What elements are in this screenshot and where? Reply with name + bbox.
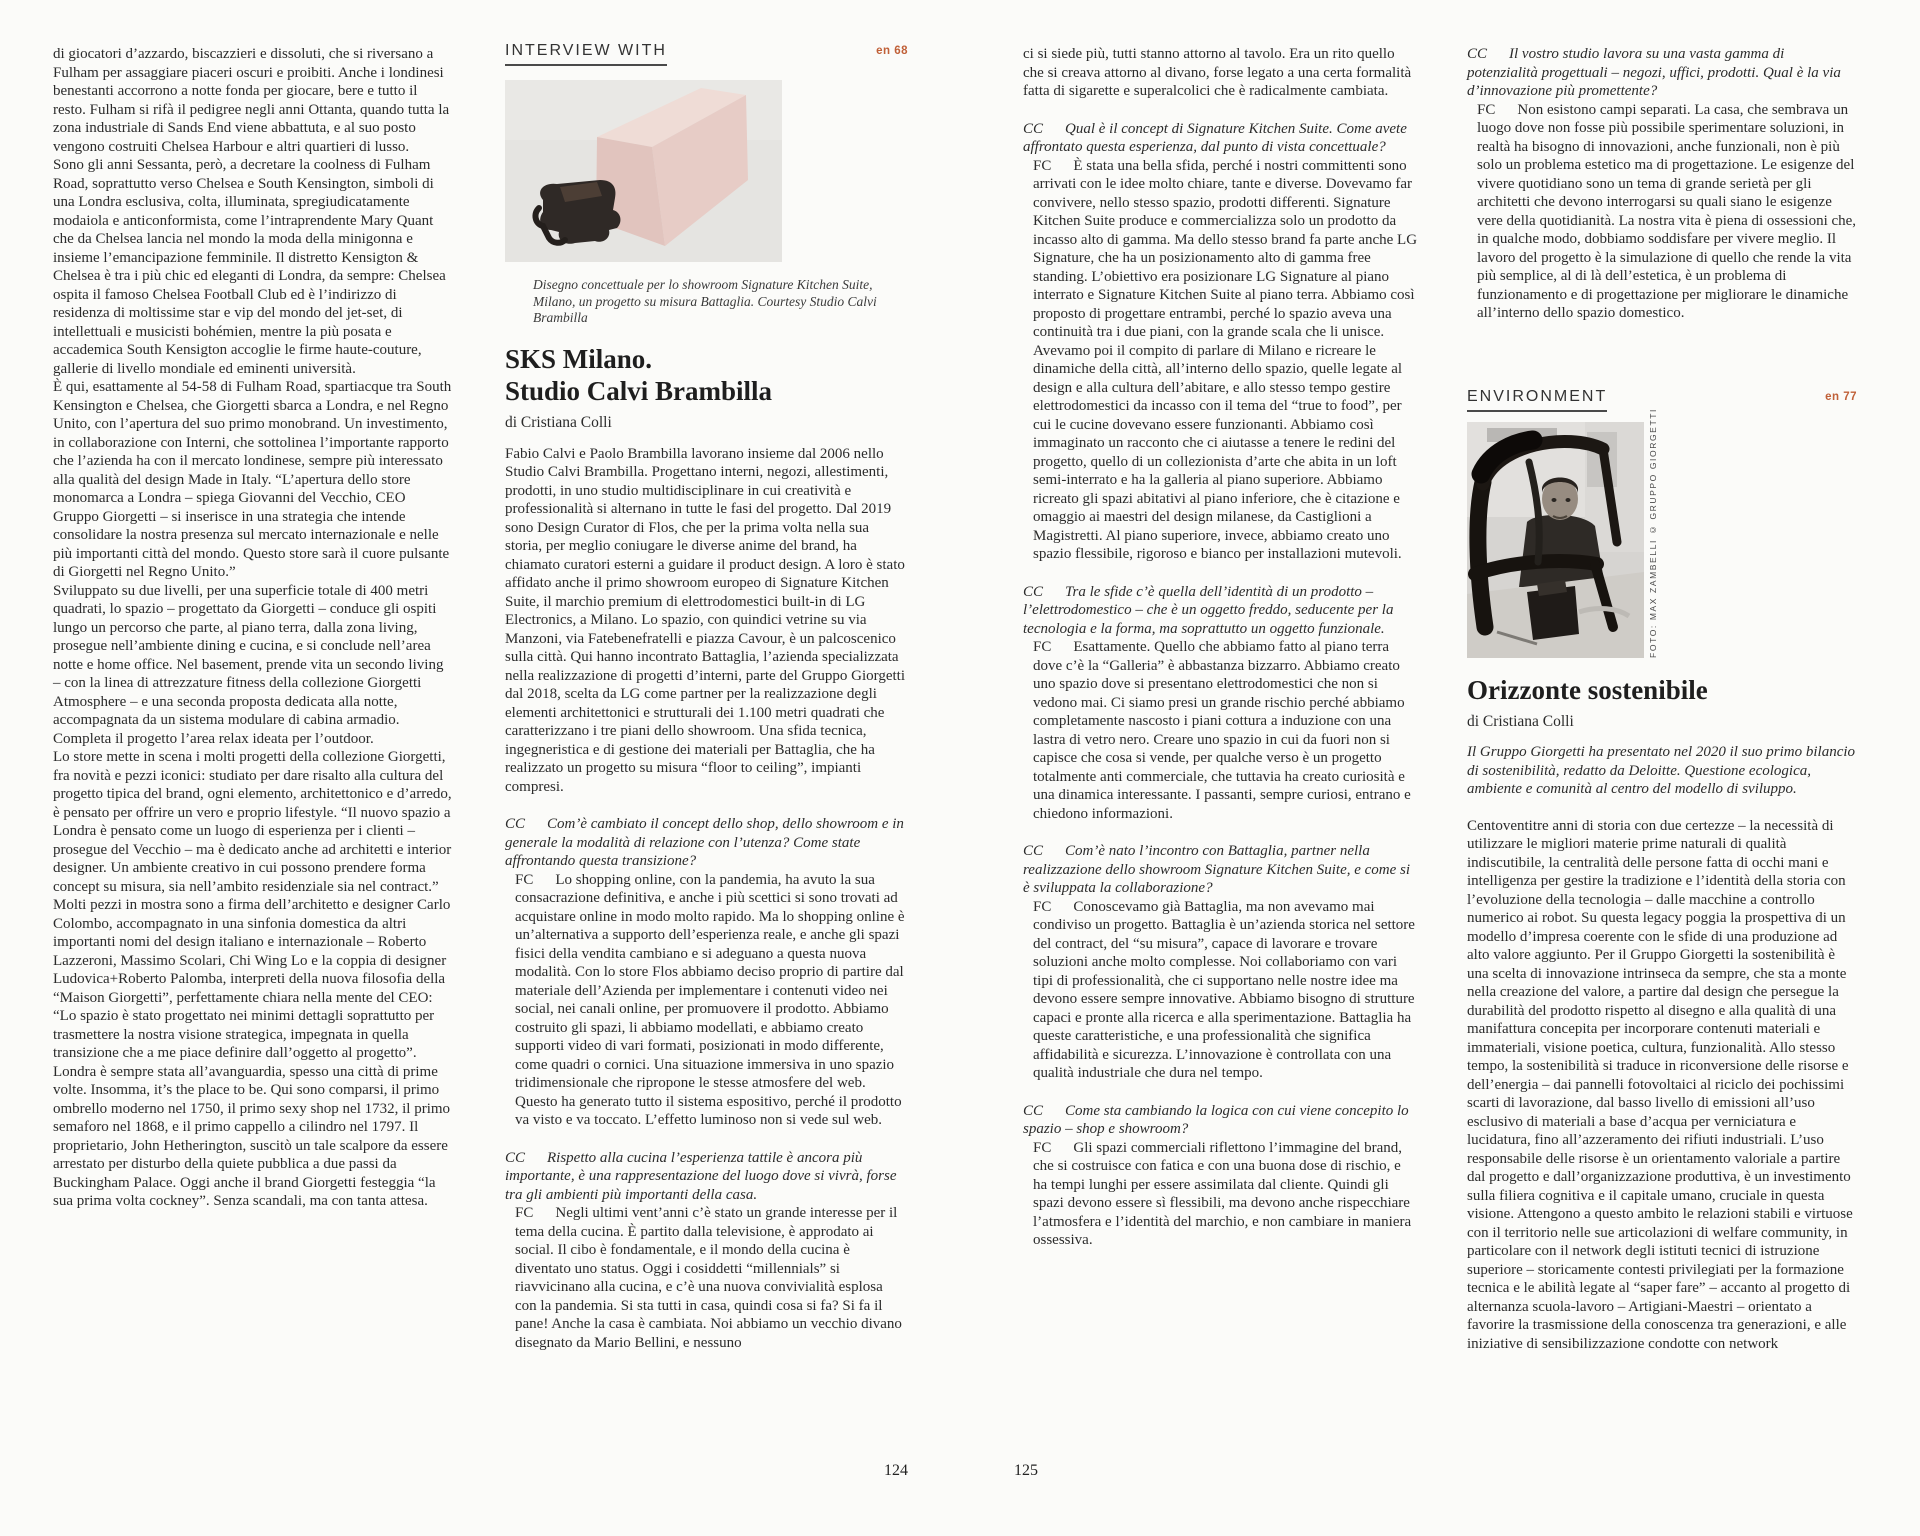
answer-label: FC [515,1205,534,1221]
question-text: Come sta cambiando la logica con cui viene concepito lo spazio – shop e showroom? [1023,1102,1409,1137]
paragraph: Lo store mette in scena i molti progetti della collezione Giorgetti, fra novità e pezzi iconici: studiato per dare risalto alla cultura del progetto tipica del brand, ogni elemento, architettonico e d’arredo, è pensato per offrire un vero e proprio lifestyle. “Il nuovo spazio a Londra è pensato come un luogo di esperienza per i clienti – prosegue del Vecchio – ma è dedicato anche ad architetti e interior designer. Un ambiente creativo in cui possono prendere forma concept su misura, sia nell’ambito residenziale sia nel contract.” [53,749,452,895]
answer-label: FC [1033,1139,1052,1156]
page-reference-badge: en 68 [876,45,908,57]
answer-label: FC [515,871,534,888]
interview-answer [1033,898,1418,1083]
answer-label: FC [1033,157,1052,174]
standfirst: Il Gruppo Giorgetti ha presentato nel 2020 il suo primo bilancio di sostenibilità, redatto da Deloitte. Questione ecologica, ambiente e comunità al centro del modello di sviluppo. [1467,744,1856,797]
section-label: ENVIRONMENT [1467,388,1607,412]
workshop-photo-figure [1467,408,1658,658]
answer-text: Esattamente. Quello che abbiamo fatto al piano terra dove c’è la “Galleria” è abbastanza bizzarro. Abbiamo creato uno spazio dove si presentano elettrodomestici che non si vedono mai. Ci siamo presi un grande rischio perché abbiamo completamente nascosto i piani cottura a induzione con una lastra di vetro nero. Creare uno spazio in cui da fuori non si capisce che cosa si vende, per qualche verso è un progetto totalmente anti commerciale, che tuttavia ha creato curiosità e una dinamica interessante. I passanti, sempre curiosi, entrano e chiedono informazioni. [1033,639,1411,822]
image-caption: Disegno concettuale per lo showroom Signature Kitchen Suite, Milano, un progetto su misura Battaglia. Courtesy Studio Calvi Brambilla [533,277,877,325]
interview-question [1023,120,1418,157]
interview-question [1023,583,1418,639]
question-label: CC [505,816,526,832]
column-3 [1023,45,1418,1250]
concept-render-graphic [505,80,782,262]
question-text: Qual è il concept di Signature Kitchen Suite. Come avete affrontato questa esperienza, dal punto di vista concettuale? [1023,120,1407,155]
paragraph: Molti pezzi in mostra sono a firma dell’architetto e designer Carlo Colombo, accompagnato in una sinfonia domestica da altri importanti nomi del design italiano e internazionale – Roberto Lazzeroni, Massimo Scolari, Chi Wing Lo e la coppia di designer Ludovica+Roberto Palomba, interpreti della nuova filosofia della “Maison Giorgetti”, perfettamente chiara nella mente del CEO: “Lo spazio è stato progettato nei minimi dettagli soprattutto per trasmettere la nostra visione strategica, impegnata in quella transizione che a me piace definire dall’oggetto al progetto”. [53,897,451,1061]
question-label: CC [505,1149,526,1166]
byline: di Cristiana Colli [505,413,612,431]
question-label: CC [1023,843,1044,859]
paragraph: Sono gli anni Sessanta, però, a decretare la coolness di Fulham Road, soprattutto verso Chelsea e South Kensington, simboli di una Londra esclusiva, colta, illuminata, spregiudicatamente modaiola e anticonformista, come l’intraprendente Mary Quant che da Chelsea lancia nel mondo la moda della minigonna e insieme l’emancipazione femminile. Il distretto Kensigton & Chelsea è tra i più chic ed eleganti di Londra, da sempre: Chelsea ospita il famoso Chelsea Football Club ed è l’indirizzo di residenza di moltissime star e vip del mondo del jet-set, di intellettuali e musicisti bohémien, mentre la più posata e accademica South Kensigton accoglie le firme haute-couture, gallerie di livello mondiale ed eminenti università. [53,157,446,377]
interview-question [505,1149,908,1205]
answer-text: Conoscevamo già Battaglia, ma non avevamo mai condiviso un progetto. Battaglia è un’azienda storica nel settore del contract, del “su misura”, capace di lavorare e trovare soluzioni anche molto complesse. Noi collaboriamo con vari tipi di professionalità, che ci supportano nelle nostre idee ma devono essere sempre innovative. Abbiamo bisogno di strutture capaci e pronte alla ricerca e alla sperimentazione. Battaglia ha queste caratteristiche, e una professionalità che significa affidabilità e sicurezza. L’innovazione è controllata con una qualità industriale che dura nel tempo. [1033,898,1415,1081]
photo-credit: FOTO: MAX ZAMBELLI © GRUPPO GIORGETTI [1648,408,1658,658]
answer-continuation: ci si siede più, tutti stanno attorno al tavolo. Era un rito quello che si creava attorno al divano, forse legato a una certa formalità fatta di sigarette e superalcolici che è radicalmente cambiata. [1023,46,1412,99]
answer-text: Non esistono campi separati. La casa, che sembrava un luogo dove non fosse più possibile sperimentare soluzioni, in realtà ha bisogno di innovazioni, anche funzionali, non è più solo un problema estetico ma di progettazione. Le esigenze del vivere quotidiano sono un tema di grande serietà per gli architetti che devono interrogarsi su quali siano le esigenze vere della quotidianità. La nostra vita è piena di ossessioni che, in qualche modo, dobbiamo soddisfare per vivere meglio. Il lavoro del progetto è la simulazione di quello che rende la vita più semplice, al di là dell’estetica, è un problema di funzionamento e di progettazione per migliorare le dinamiche all’interno dello spazio domestico. [1477,101,1857,321]
question-label: CC [1023,1102,1044,1119]
article-body: Centoventitre anni di storia con due certezze – la necessità di utilizzare le migliori materie prime naturali di qualità indiscutibile, la centralità delle persone fatta di occhi mani e intelligenza per gestire la tradizione e l’identità della storia con l’evoluzione della tecnologia – dalle macchine a controllo numerico ai robot. Su questa legacy poggia la prospettiva di un modello d’impresa coerente con le sfide di una produzione ad alto valore aggiunto. Per il Gruppo Giorgetti la sostenibilità è una scelta di innovazione intrinseca da sempre, che sta a monte nella creazione del valore, a partire dal design che persegue la durabilità del prodotto rispetto al disegno e alla qualità di una manifattura concepita per incorporare contenuti materiali e immateriali, visione poetica, cultura, funzionalità. Allo stesso tempo, la sostenibilità si traduce in riconversione delle risorse e dell’energia – dai pannelli fotovoltaici al riciclo dei pochissimi scarti di lavorazione, dal basso livello di emissioni all’uso esclusivo di materiali a base d’acqua per verniciatura e lucidatura, fino all’azzeramento dei rifiuti industriali. L’uso responsabile delle risorse è un orientamento valoriale a partire dal progetto e dall’organizzazione produttiva, è un investimento sulla filiera cognitiva e il capitale umano, cruciale in questa visione. Attengono a questo ambito le relazioni stabili e virtuose con il territorio nelle sue articolazioni di welfare community, in particolare con il network degli istituti tecnici di istruzione superiore – storicamente contesti privilegiati per la formazione tecnica e le abilità legate al “saper fare” – accanto al progetto di alternanza scuola-lavoro – Artigiani-Maestri – orientato a favorire la trasmissione della conoscenza tra generazioni, e alle iniziative di sensibilizzazione condotte con network [1467,817,1853,1352]
page-number-right: 125 [1014,1462,1038,1479]
answer-label: FC [1477,101,1496,118]
column-2 [505,42,908,1352]
interview-answer [1033,157,1418,564]
answer-label: FC [1033,639,1052,655]
interview-question [1023,842,1418,898]
page-reference-badge: en 77 [1825,391,1857,403]
interview-question [1467,45,1857,101]
byline: di Cristiana Colli [1467,713,1574,730]
article-title-line2: Studio Calvi Brambilla [505,375,773,406]
article-title: Orizzonte sostenibile [1467,675,1708,705]
answer-text: Lo shopping online, con la pandemia, ha avuto la sua consacrazione definitiva, e anche i più scettici si sono trovati ad acquistare online in modo molto rapido. Ma lo shopping online è un’alternativa a supporto dell’esperienza reale, e anche gli spazi fisici della vendita cambiano e si adeguano a questa nuova modalità. Con lo store Flos abbiamo deciso proprio di partire dal materiale dell’Azienda per implementare i contenuti video nei social, nei canali online, per promuovere il prodotto. Abbiamo costruito gli spazi, li abbiamo modellati, e abbiamo creato supporti video di vari formati, posizionati in modo differente, come quadri o cornici. Una situazione immersiva in uno spazio tridimensionale che ripropone le stesse atmosfere del web. Questo ha generato tutto il sistema espositivo, perché il prodotto va visto e va toccato. L’effetto luminoso non si vede sul web. [515,871,905,1128]
paragraph: Sviluppato su due livelli, per una superficie totale di 400 metri quadrati, lo spazio – progettato da Giorgetti – conduce gli ospiti lungo un percorso che parte, al piano terra, dalla zona living, prosegue nell’ambiente dining e cucina, e si conclude nell’area notte e home office. Nel basement, prende vita un secondo living – con la linea di attrezzature fitness della collezione Giorgetti Atmosphere – e una seconda proposta dedicata alla notte, accompagnata da un sistema modulare di cabina armadio. Completa il progetto l’area relax ideata per l’outdoor. [53,582,444,747]
page-number-left: 124 [884,1462,908,1479]
interview-answer [1033,1139,1418,1250]
paragraph: Londra è sempre stata all’avanguardia, spesso una città di prime volte. Insomma, it’s the place to be. Qui sono comparsi, il primo ombrello moderno nel 1750, il primo sexy shop nel 1732, il primo semaforo nel 1868, e il primo cappello a cilindro nel 1797. Il proprietario, John Hetherington, suscitò un tale scalpore da essere arrestato per disturbo della quiete pubblica a due passi da Buckingham Palace. Oggi anche il brand Giorgetti festeggia “la sua prima volta cockney”. Senza scandali, ma con tanta attesa. [53,1063,451,1209]
article-title-line1: SKS Milano. [505,343,653,374]
column-1 [53,45,453,1211]
question-text: Rispetto alla cucina l’esperienza tattile è ancora più importante, è una rappresentazione del luogo dove si vivrà, forse tra gli ambienti più importanti della casa. [505,1149,897,1203]
answer-text: Gli spazi commerciali riflettono l’immagine del brand, che si costruisce con fatica e con una buona dose di rischio, e ha tempi lunghi per essere assimilata dal cliente. Quindi gli spazi devono essere sì flessibili, ma devono anche rispecchiare l’atmosfera e l’identità del marchio, e non cambiare in maniera ossessiva. [1033,1139,1412,1248]
question-text: Il vostro studio lavora su una vasta gamma di potenzialità progettuali – negozi, uffici, prodotti. Qual è la via d’innovazione più promettente? [1467,46,1841,99]
interview-answer [1033,638,1418,823]
interview-question [505,815,908,871]
article-intro: Fabio Calvi e Paolo Brambilla lavorano insieme dal 2006 nello Studio Calvi Brambilla. Progettano interni, negozi, allestimenti, prodotti, in uno studio multidisciplinare in cui creatività e professionalità si alternano in tutte le fasi del progetto. Dal 2019 sono Design Curator di Flos, che per la prima volta nella sua storia, per meglio coniugare le diverse anime del brand, ha chiamato curatori esterni a guidare il product design. A loro è stato affidato anche il primo showroom europeo di Signature Kitchen Suite, il marchio premium di elettrodomestici built-in di LG Electronics, a Milano. Lo spazio, con quindici vetrine su via Manzoni, via Fatebenefratelli e piazza Cavour, è un palcoscenico sulla città. Qui hanno incontrato Battaglia, l’azienda specializzata nella realizzazione di progetti d’interni, parte del Gruppo Giorgetti dal 2018, scelta da LG come partner per la realizzazione degli elementi architettonici e strutturali dei 1.100 metri quadrati che caratterizzano i tre piani dello showroom. Una sfida tecnica, ingegneristica e di gestione dei materiali per Battaglia, che ha realizzato un progetto su misura “floor to ceiling”, impianti compresi. [505,445,905,795]
environment-article [1467,388,1857,1353]
interview-answer [1477,101,1857,323]
section-header-interview [505,42,908,66]
column-4 [1467,45,1857,1352]
interview-answer [515,1204,908,1352]
answer-text: Negli ultimi vent’anni c’è stato un grande interesse per il tema della cucina. È partito dalla televisione, è approdato ai social. Il cibo è fondamentale, e il mondo della cucina è diventato uno status. Oggi i cosiddetti “millennials” si riavvicinano alla cucina, e c’è una nuova convivialità esplosa con la pandemia. Si sta tutti in casa, quindi cosa si fa? Si fa il pane! Anche la casa è cambiata. Noi abbiamo un vecchio divano disegnato da Mario Bellini, e nessuno [515,1205,902,1351]
answer-text: È stata una bella sfida, perché i nostri committenti sono arrivati con le idee molto chiare, tante e diverse. Dovevamo far convivere, nello stesso spazio, prodotti differenti. Signature Kitchen Suite produce e commercializza solo un prodotto da incasso alto di gamma. Ma dello stesso brand fa parte anche LG Signature, che ha un posizionamento alto di gamma free standing. L’obiettivo era posizionare LG Signature al piano interrato e Signature Kitchen Suite al piano terra. Abbiamo così proposto di progettare entrambi, perché lo spazio aveva una continuità tra i due piani, con la grande scala che li unisce. Avevamo poi il compito di parlare di Milano e ricreare le dinamiche della città, all’interno dello spazio, quelle legate al design e alla cultura dell’abitare, e allo stesso tempo gestire elettrodomestici da incasso con il tema del “true to food”, per cui le cucine dovevano essere funzionanti. Abbiamo così immaginato un racconto che ci aiutasse a tenere le redini del progetto, quello di un collezionista d’arte che abita in un loft semi-interrato e ha la galleria al piano superiore. Abbiamo ricreato gli spazi abitativi al piano inferiore, che è citazione e omaggio ai maestri del design milanese, da Castiglioni a Magistretti. Al piano superiore, invece, abbiamo creato uno spazio flessibile, rigoroso e bianco per installazioni mutevoli. [1033,157,1418,562]
concept-render-image [505,80,782,262]
answer-label: FC [1033,898,1052,915]
question-text: Com’è cambiato il concept dello shop, dello showroom e in generale la modalità di relazione con l’utenza? Come state affrontando questa transizione? [505,816,904,869]
section-header-environment [1467,388,1857,412]
question-label: CC [1467,46,1488,62]
section-label: INTERVIEW WITH [505,42,667,66]
workshop-photo [1467,422,1644,658]
question-label: CC [1023,120,1044,137]
paragraph: È qui, esattamente al 54-58 di Fulham Road, spartiacque tra South Kensington e Chelsea, che Giorgetti sbarca a Londra, e nel Regno Unito, con l’apertura del suo primo monobrand. Un investimento, in collaborazione con Interni, che sottolinea l’importante rapporto che l’azienda ha con il mercato londinese, sempre più interessato alla qualità del design Made in Italy. “L’apertura dello store monomarca a Londra – spiega Giovanni del Vecchio, CEO Gruppo Giorgetti – si inserisce in una strategia che intende consolidare la nostra presenza sul mercato internazionale e nelle più importanti città del mondo. Questo store sarà il cuore pulsante di Giorgetti nel Regno Unito.” [53,379,452,580]
question-text: Tra le sfide c’è quella dell’identità di un prodotto – l’elettrodomestico – che è un oggetto freddo, seducente per la tecnologia e la forma, ma soprattutto un oggetto funzionale. [1023,583,1394,637]
paragraph: di giocatori d’azzardo, biscazzieri e dissoluti, che si riversano a Fulham per assaggiare piaceri oscuri e proibiti. Anche i londinesi benestanti accorrono a notte fonda per giocare, bere e tutto il resto. Fulham si rifà il pedigree negli anni Ottanta, quando tutta la zona industriale di Sands End viene abbattuta, e al suo posto vengono costruiti Chelsea Harbour e altri quartieri di lusso. [53,46,450,155]
interview-answer [515,871,908,1130]
interview-question [1023,1102,1418,1139]
article-title [505,343,908,407]
question-label: CC [1023,583,1044,600]
question-text: Com’è nato l’incontro con Battaglia, partner nella realizzazione dello showroom Signature Kitchen Suite, e come si è sviluppata la collaborazione? [1023,843,1411,896]
